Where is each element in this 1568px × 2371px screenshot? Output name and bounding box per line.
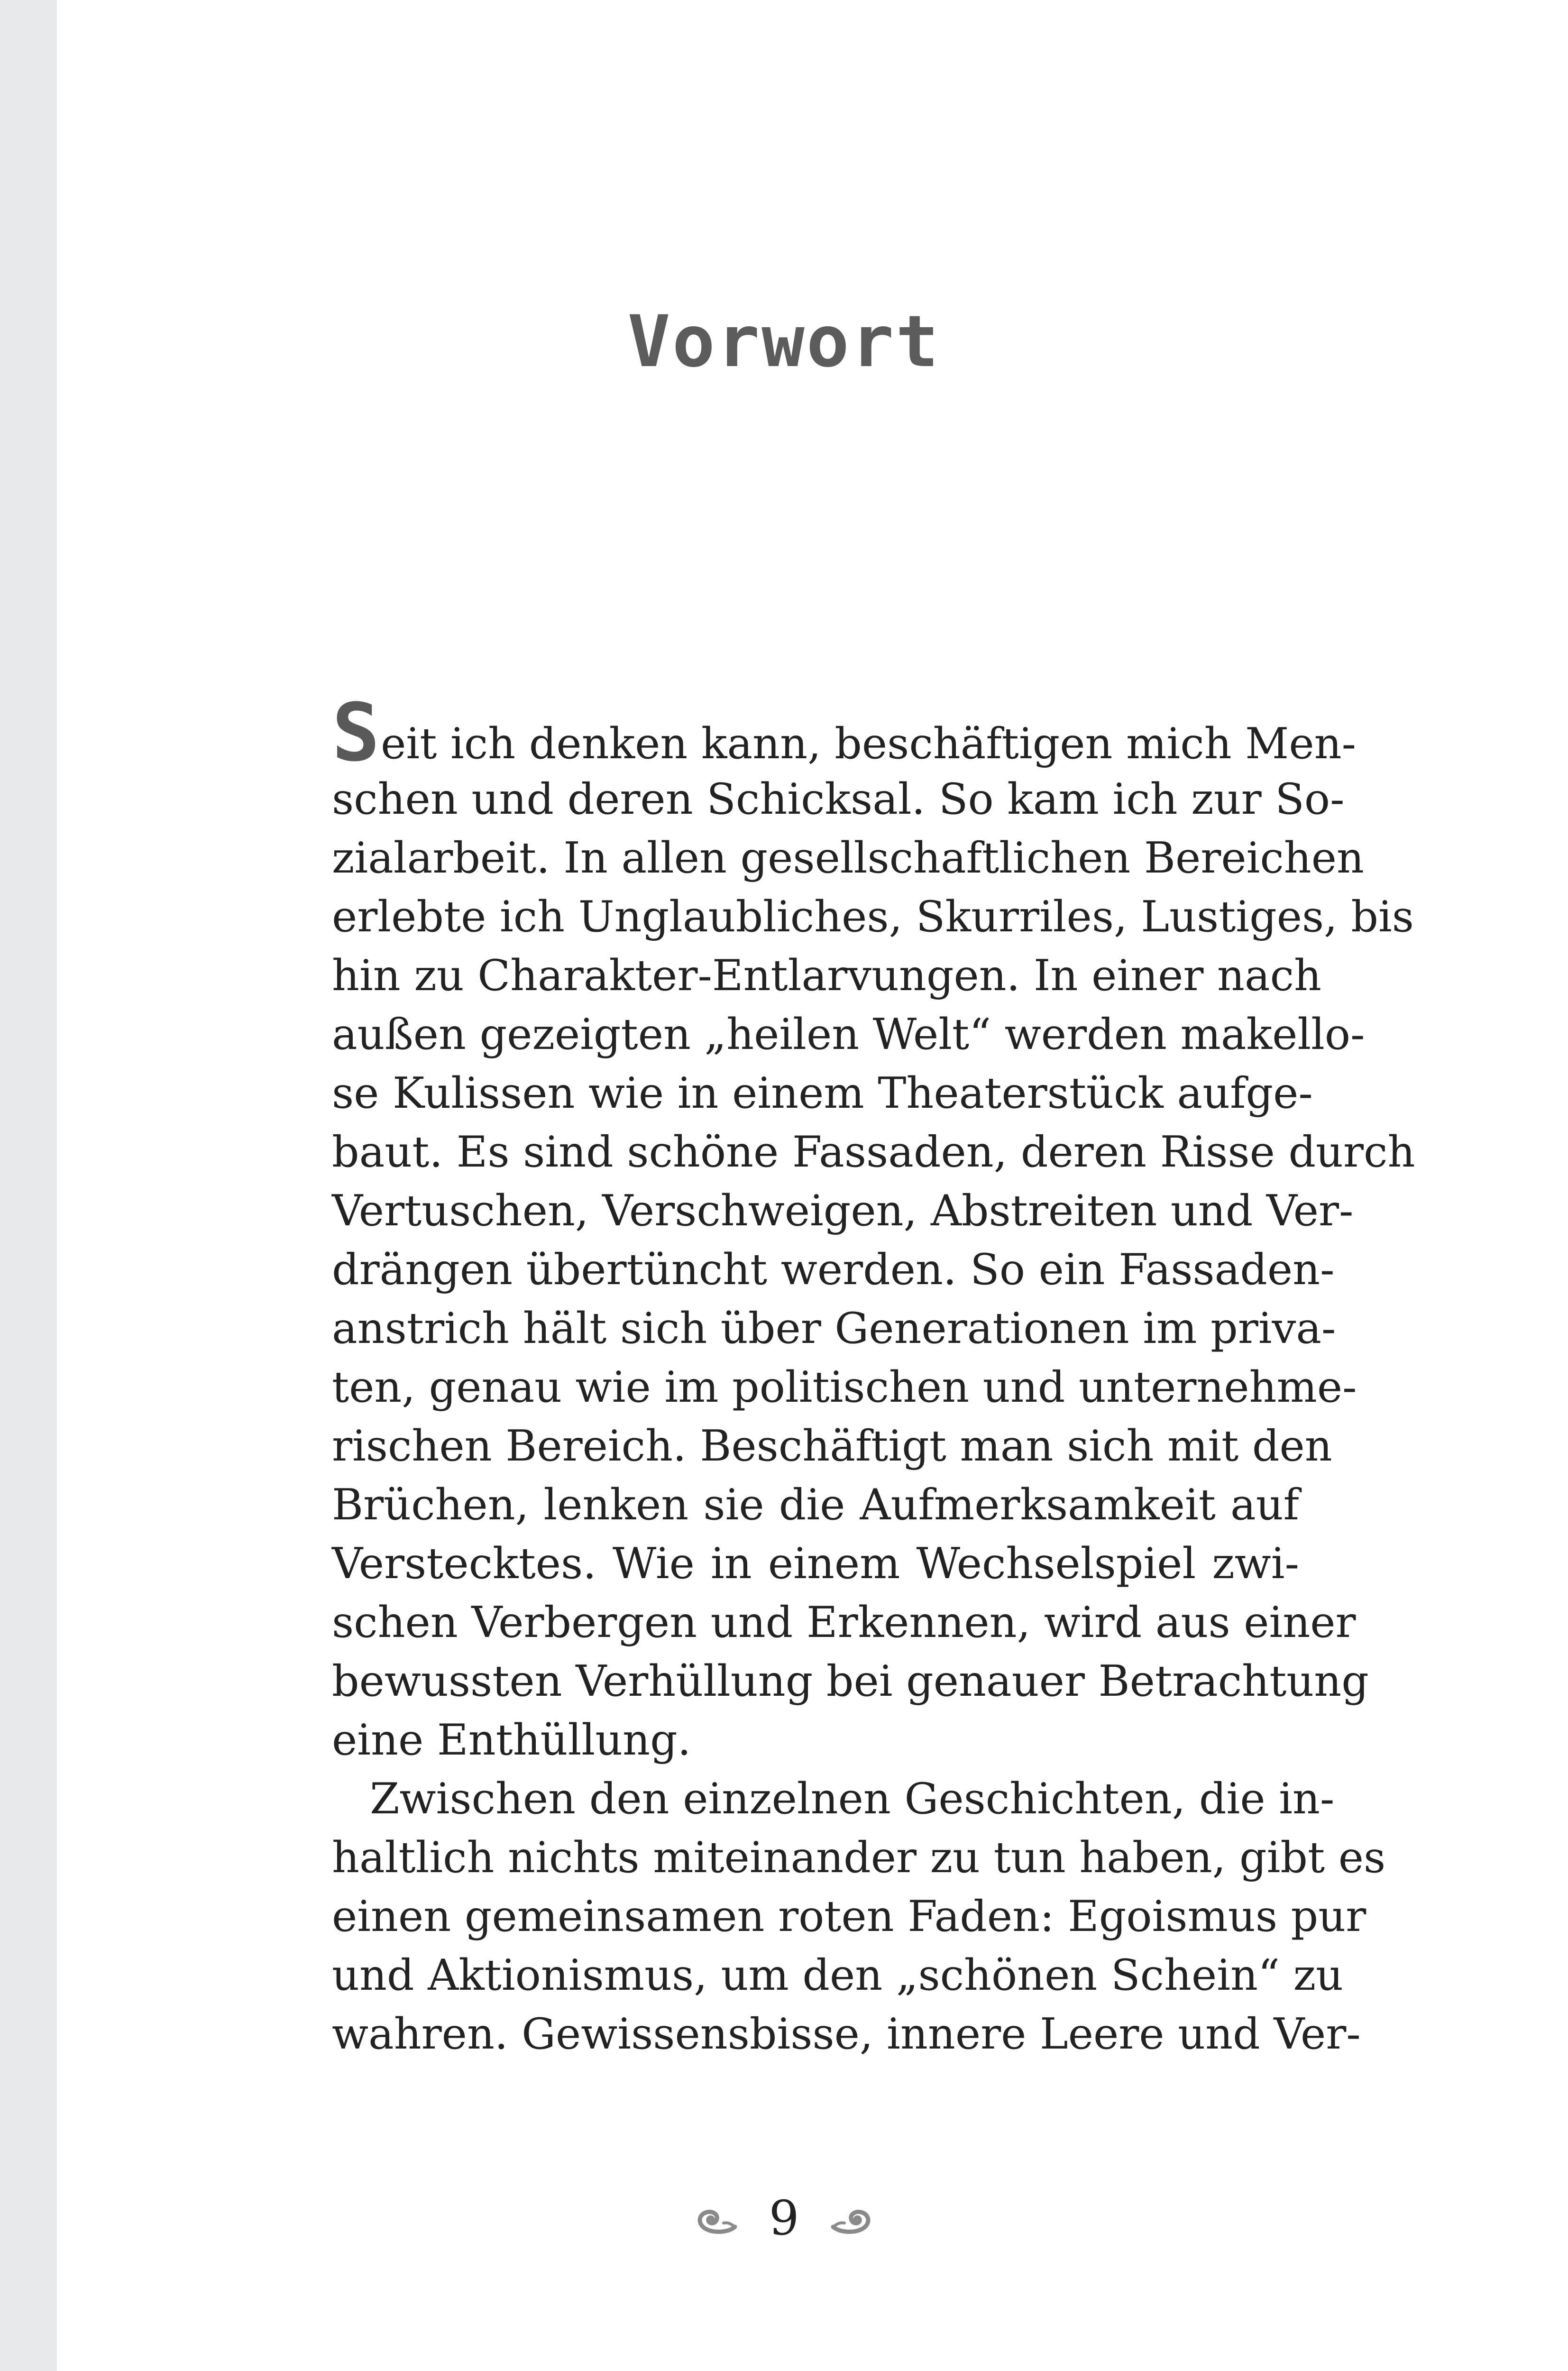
swirl-left-icon <box>695 2195 738 2242</box>
page-number: 9 <box>769 2190 799 2246</box>
text-line: Verstecktes. Wie in einem Wechselspiel zwi- <box>332 1539 1299 1589</box>
text-line: ten, genau wie im politischen und unternehme- <box>332 1362 1357 1412</box>
text-line: hin zu Charakter-Entlarvungen. In einer nach <box>332 951 1322 1001</box>
text-line: zialarbeit. In allen gesellschaftlichen Bereichen <box>332 833 1364 883</box>
page-footer <box>0 2190 1568 2246</box>
drop-cap: S <box>332 686 380 779</box>
chapter-title: Vorwort <box>627 300 941 383</box>
text-line: Zwischen den einzelnen Geschichten, die in- <box>370 1774 1335 1824</box>
text-line: Seit ich denken kann, beschäftigen mich Men- <box>332 686 1356 779</box>
text-line: eine Enthüllung. <box>332 1715 691 1765</box>
text-line: erlebte ich Unglaubliches, Skurriles, Lustiges, bis <box>332 892 1414 942</box>
body-text <box>332 686 1415 2064</box>
text-line: bewussten Verhüllung bei genauer Betrachtung <box>332 1656 1369 1706</box>
text-line: rischen Bereich. Beschäftigt man sich mit den <box>332 1421 1332 1471</box>
book-page <box>57 0 1568 2371</box>
text-line: schen Verbergen und Erkennen, wird aus einer <box>332 1598 1356 1647</box>
swirl-right-icon <box>830 2195 873 2242</box>
text-line: außen gezeigten „heilen Welt“ werden makello- <box>332 1010 1365 1059</box>
text-line: wahren. Gewissensbisse, innere Leere und Ver- <box>332 2009 1361 2059</box>
text-line: baut. Es sind schöne Fassaden, deren Risse durch <box>332 1127 1415 1177</box>
text-line: anstrich hält sich über Generationen im priva- <box>332 1304 1336 1353</box>
text-line: se Kulissen wie in einem Theaterstück aufge- <box>332 1068 1313 1118</box>
text-line: Brüchen, lenken sie die Aufmerksamkeit auf <box>332 1480 1299 1530</box>
text-line: haltlich nichts miteinander zu tun haben, gibt es <box>332 1833 1386 1883</box>
text-line: drängen übertüncht werden. So ein Fassaden- <box>332 1245 1335 1295</box>
text-line: und Aktionismus, um den „schönen Schein“ zu <box>332 1950 1344 2000</box>
text-line: schen und deren Schicksal. So kam ich zur So- <box>332 774 1345 824</box>
text-line: Vertuschen, Verschweigen, Abstreiten und Ver- <box>332 1186 1354 1236</box>
text-line: einen gemeinsamen roten Faden: Egoismus pur <box>332 1892 1366 1941</box>
